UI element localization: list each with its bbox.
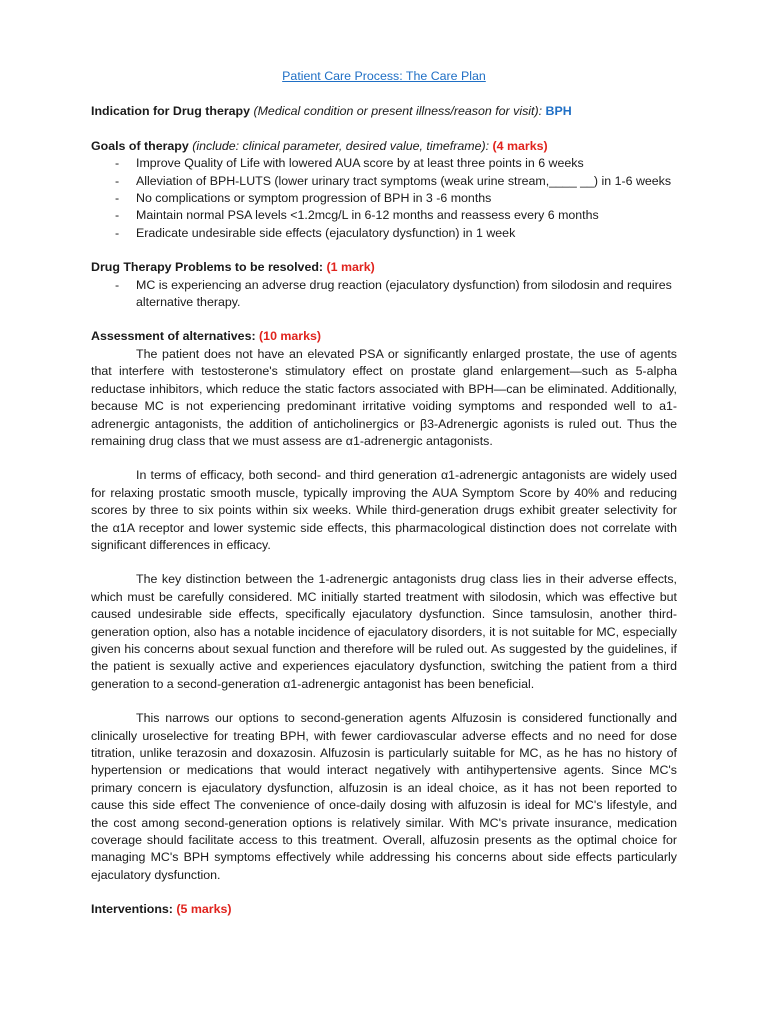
problems-marks: (1 mark) [326,260,375,275]
assessment-paragraph: The patient does not have an elevated PSA or significantly enlarged prostate, the use of agents that interfere with testosterone's stimulatory effect on prostate gland enlargement—such as 5-alpha reductase inhibitors, which reduce the static factors associated with BPH—can be eliminated. Additionally, because MC is not experiencing predominant irritative voiding symptoms and responded well to a1-adrenergic antagonists, the addition of anticholinergics or β3-Adrenergic agonists is ruled out. Thus the remaining drug class that we must assess are α1-adrenergic antagonists. [91,346,677,448]
problems-list [91,277,677,312]
assessment-section [91,328,677,884]
goals-label: Goals of therapy [91,138,189,153]
problems-item: - MC is experiencing an adverse drug reaction (ejaculatory dysfunction) from silodosin and requires alternative therapy. [91,277,677,312]
interventions-label: Interventions: [91,902,173,917]
interventions-heading [91,901,677,918]
goals-item: - Eradicate undesirable side effects (ejaculatory dysfunction) in 1 week [91,225,677,242]
assessment-heading [91,328,677,345]
goals-item: - Maintain normal PSA levels <1.2mcg/L in 6-12 months and reassess every 6 months [91,207,677,224]
assessment-paragraph: In terms of efficacy, both second- and third generation α1-adrenergic antagonists are widely used for relaxing prostatic smooth muscle, typically improving the AUA Symptom Score by 40% and reducing scores by three to six points within six weeks. While third-generation drugs exhibit greater selectivity for the α1A receptor and lower systemic side effects, this pharmacological distinction does not correlate with significant differences in efficacy. [91,468,677,552]
goals-item: - Alleviation of BPH-LUTS (lower urinary tract symptoms (weak urine stream,____ __) in 1-6 weeks [91,173,677,190]
goals-marks: (4 marks) [492,138,548,153]
indication-line [91,103,677,120]
goals-item: - Improve Quality of Life with lowered AUA score by at least three points in 6 weeks [91,155,677,172]
assessment-label: Assessment of alternatives: [91,329,256,344]
goals-list [91,155,677,242]
assessment-marks: (10 marks) [259,329,322,344]
assessment-paragraph: This narrows our options to second-generation agents Alfuzosin is considered functionally and clinically uroselective for treating BPH, with fewer cardiovascular adverse effects and no need for dose titration, unlike terazosin and doxazosin. Alfuzosin is particularly suitable for MC, as he has no history of hypertension or medications that would interact negatively with antihypertensive agents. Since MC's primary concern is ejaculatory dysfunction, alfuzosin is an ideal choice, as it has not been reported to cause this side effect The convenience of once-daily dosing with alfuzosin is ideal for MC's lifestyle, and the cost among second-generation options is relatively similar. With MC's private insurance, medication coverage should facilitate access to this treatment. Overall, alfuzosin presents as the optimal choice for managing MC's BPH symptoms effectively while addressing his concerns about side effects particularly ejaculatory dysfunction. [91,711,677,882]
problems-section [91,259,677,311]
goals-heading [91,138,677,155]
indication-hint: (Medical condition or present illness/reason for visit): [253,104,543,119]
assessment-paragraph: The key distinction between the 1-adrenergic antagonists drug class lies in their adverse effects, which must be carefully considered. MC initially started treatment with silodosin, which was effective but caused undesirable side effects, specifically ejaculatory dysfunction. Since tamsulosin, another third-generation option, also has a notable incidence of ejaculatory disorders, it is not suitable for MC, especially given his concerns about sexual function and therefore will be ruled out. As suggested by the guidelines, if the patient is sexually active and experiences ejaculatory dysfunction, switching the patient from a third generation to a second-generation α1-adrenergic antagonist has been beneficial. [91,572,677,691]
goals-hint: (include: clinical parameter, desired value, timeframe): [192,138,490,153]
indication-label: Indication for Drug therapy [91,104,251,119]
problems-label: Drug Therapy Problems to be resolved: [91,260,324,275]
goals-section [91,138,677,242]
problems-heading [91,259,677,276]
interventions-marks: (5 marks) [176,902,232,917]
document-title: Patient Care Process: The Care Plan [282,69,486,83]
goals-item: - No complications or symptom progression of BPH in 3 -6 months [91,190,677,207]
indication-value: BPH [545,104,572,119]
